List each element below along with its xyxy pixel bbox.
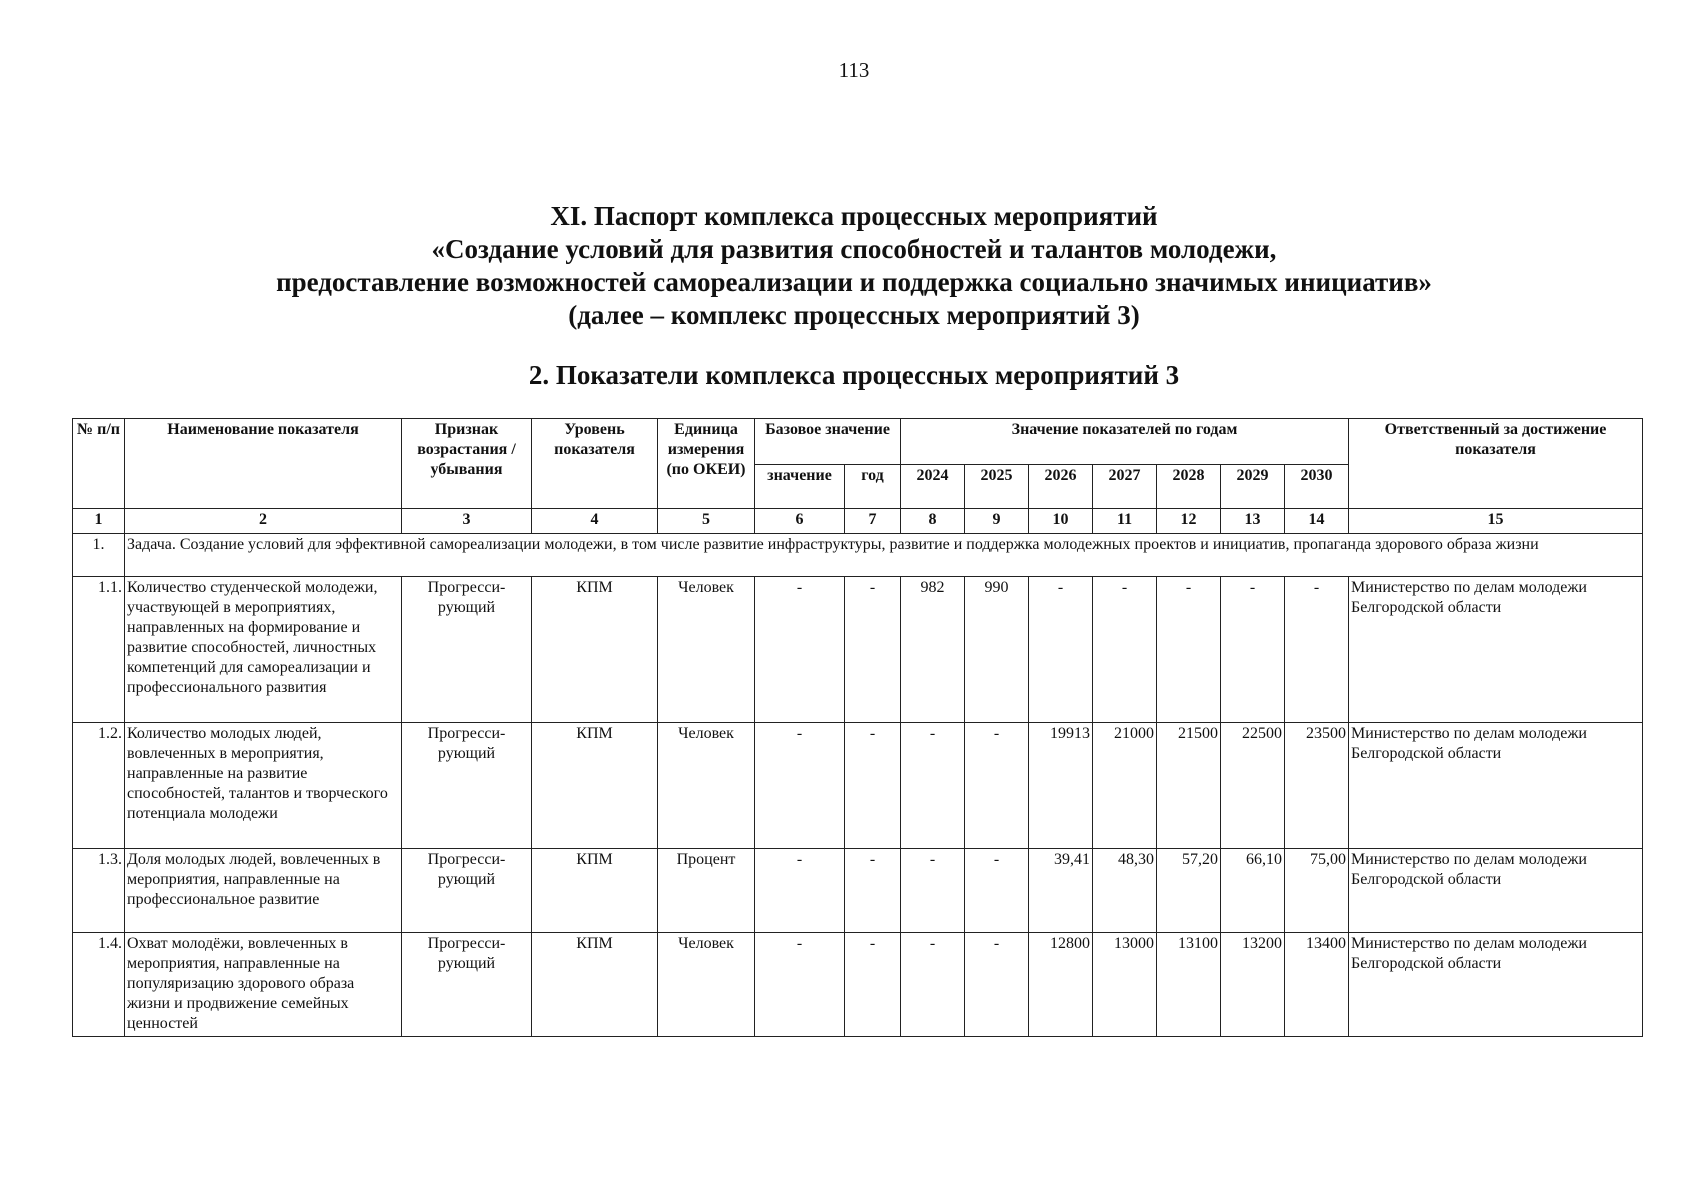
responsible: Министерство по делам молодежи Белгородской области [1349,723,1643,849]
column-number: 8 [901,509,965,534]
value-2024: 982 [901,577,965,723]
base-value: - [755,723,845,849]
indicator-unit: Человек [658,723,755,849]
responsible: Министерство по делам молодежи Белгородской области [1349,577,1643,723]
table-row [73,933,1643,1037]
value-2025: - [965,849,1029,933]
heading-line-1: XI. Паспорт комплекса процессных мероприятий [550,201,1158,231]
page-number: 113 [838,58,870,82]
base-year: - [845,933,901,1037]
header-year-2025: 2025 [965,465,1029,509]
column-number: 3 [402,509,532,534]
column-number: 15 [1349,509,1643,534]
row-num: 1.4. [73,933,125,1037]
value-2028: 13100 [1157,933,1221,1037]
header-year-2030: 2030 [1285,465,1349,509]
base-value: - [755,933,845,1037]
header-base-year: год [845,465,901,509]
value-2024: - [901,849,965,933]
value-2030: 13400 [1285,933,1349,1037]
value-2029: 66,10 [1221,849,1285,933]
header-year-2029: 2029 [1221,465,1285,509]
value-2030: - [1285,577,1349,723]
header-responsible: Ответственный за достижение показателя [1349,419,1643,509]
base-value: - [755,577,845,723]
column-number: 12 [1157,509,1221,534]
value-2027: 48,30 [1093,849,1157,933]
task-num: 1. [73,534,125,577]
document-heading [0,200,1708,332]
indicator-level: КПМ [532,933,658,1037]
column-number: 13 [1221,509,1285,534]
indicator-level: КПМ [532,577,658,723]
column-number: 10 [1029,509,1093,534]
column-number: 6 [755,509,845,534]
row-num: 1.1. [73,577,125,723]
column-number: 7 [845,509,901,534]
indicators-table [72,418,1643,1037]
indicator-sign: Прогресси-рующий [402,723,532,849]
column-number: 11 [1093,509,1157,534]
header-year-2026: 2026 [1029,465,1093,509]
value-2027: 13000 [1093,933,1157,1037]
indicator-name: Охват молодёжи, вовлеченных в мероприятия, направленные на популяризацию здорового образа жизни и продвижение семейных ценностей [125,933,402,1037]
heading-line-3: предоставление возможностей самореализации и поддержка социально значимых инициатив» [276,267,1432,297]
value-2029: - [1221,577,1285,723]
value-2026: 12800 [1029,933,1093,1037]
heading-line-4: (далее – комплекс процессных мероприятий 3) [568,300,1140,330]
indicator-sign: Прогресси-рующий [402,933,532,1037]
header-row-1 [73,419,1643,465]
indicator-sign: Прогресси-рующий [402,849,532,933]
header-num: № п/п [73,419,125,509]
header-year-2028: 2028 [1157,465,1221,509]
value-2025: - [965,933,1029,1037]
value-2027: - [1093,577,1157,723]
task-text: Задача. Создание условий для эффективной самореализации молодежи, в том числе развитие инфраструктуры, развитие и поддержка молодежных проектов и инициатив, пропаганда здорового образа жизни [125,534,1643,577]
table-row [73,723,1643,849]
value-2030: 75,00 [1285,849,1349,933]
header-unit: Единица измерения (по ОКЕИ) [658,419,755,509]
column-number: 9 [965,509,1029,534]
responsible: Министерство по делам молодежи Белгородской области [1349,933,1643,1037]
column-number: 1 [73,509,125,534]
responsible: Министерство по делам молодежи Белгородской области [1349,849,1643,933]
value-2026: - [1029,577,1093,723]
indicator-unit: Человек [658,933,755,1037]
indicator-level: КПМ [532,723,658,849]
indicator-level: КПМ [532,849,658,933]
value-2028: - [1157,577,1221,723]
value-2025: 990 [965,577,1029,723]
column-number: 2 [125,509,402,534]
value-2024: - [901,723,965,849]
column-number: 5 [658,509,755,534]
header-level: Уровень показателя [532,419,658,509]
header-base: Базовое значение [755,419,901,465]
indicator-unit: Процент [658,849,755,933]
header-year-2027: 2027 [1093,465,1157,509]
table-row [73,577,1643,723]
column-number: 4 [532,509,658,534]
row-num: 1.2. [73,723,125,849]
value-2025: - [965,723,1029,849]
indicator-name: Количество студенческой молодежи, участвующей в мероприятиях, направленных на формирование и развитие способностей, личностных компетенций для самореализации и профессионального развития [125,577,402,723]
header-name: Наименование показателя [125,419,402,509]
value-2027: 21000 [1093,723,1157,849]
value-2030: 23500 [1285,723,1349,849]
base-value: - [755,849,845,933]
value-2029: 22500 [1221,723,1285,849]
base-year: - [845,723,901,849]
value-2029: 13200 [1221,933,1285,1037]
base-year: - [845,849,901,933]
heading-line-2: «Создание условий для развития способностей и талантов молодежи, [431,234,1277,264]
value-2026: 39,41 [1029,849,1093,933]
indicator-unit: Человек [658,577,755,723]
column-number: 14 [1285,509,1349,534]
value-2028: 21500 [1157,723,1221,849]
indicator-name: Доля молодых людей, вовлеченных в мероприятия, направленные на профессиональное развитие [125,849,402,933]
header-year-2024: 2024 [901,465,965,509]
header-base-value: значение [755,465,845,509]
header-values-by-years: Значение показателей по годам [901,419,1349,465]
table-row [73,849,1643,933]
indicator-sign: Прогресси-рующий [402,577,532,723]
value-2024: - [901,933,965,1037]
header-sign: Признак возрастания / убывания [402,419,532,509]
row-num: 1.3. [73,849,125,933]
base-year: - [845,577,901,723]
task-row [73,534,1643,577]
section-heading: 2. Показатели комплекса процессных мероприятий 3 [528,360,1180,390]
value-2026: 19913 [1029,723,1093,849]
column-number-row [73,509,1643,534]
indicator-name: Количество молодых людей, вовлеченных в мероприятия, направленные на развитие способностей, талантов и творческого потенциала молодежи [125,723,402,849]
value-2028: 57,20 [1157,849,1221,933]
